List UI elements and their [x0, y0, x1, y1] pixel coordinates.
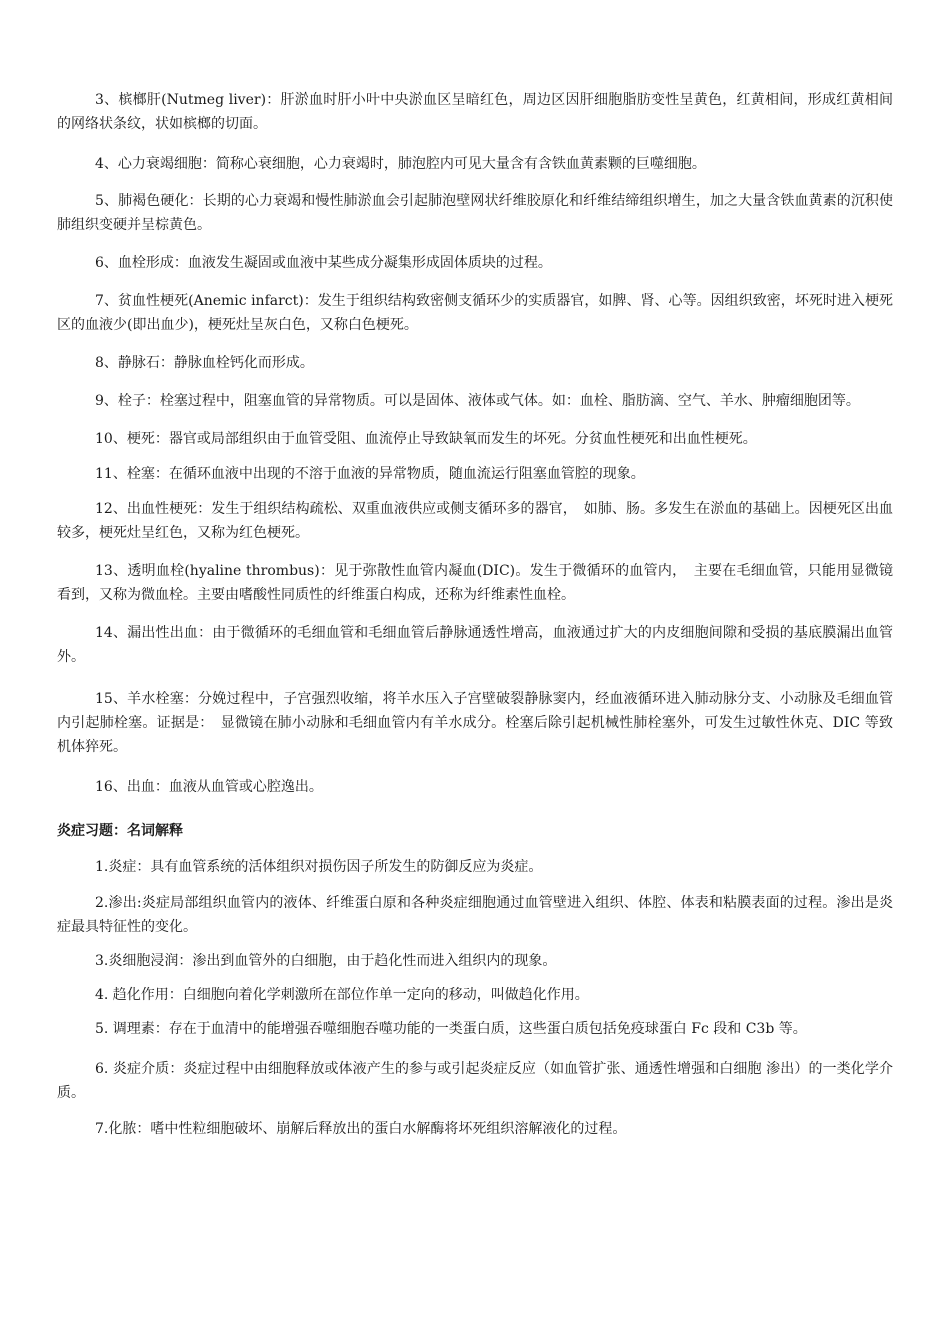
inflammation-item-5: 5. 调理素：存在于血清中的能增强吞噬细胞吞噬功能的一类蛋白质，这些蛋白质包括免疫球蛋白 Fc 段和 C3b 等。 — [95, 1021, 807, 1037]
paragraph-8: 8、静脉石：静脉血栓钙化而形成。 — [95, 355, 314, 371]
inflammation-item-4: 4. 趋化作用：白细胞向着化学刺激所在部位作单一定向的移动，叫做趋化作用。 — [95, 987, 589, 1003]
paragraph-10: 10、梗死：器官或局部组织由于血管受阻、血流停止导致缺氧而发生的坏死。分贫血性梗死和出血性梗死。 — [95, 431, 757, 447]
paragraph-6: 6、血栓形成：血液发生凝固或血液中某些成分凝集形成固体质块的过程。 — [95, 255, 552, 271]
paragraph-12: 12、出血性梗死：发生于组织结构疏松、双重血液供应或侧支循环多的器官， 如肺、肠。多发生在淤血的基础上。因梗死区出血较多，梗死灶呈红色，又称为红色梗死。 — [57, 501, 893, 541]
paragraph-13: 13、透明血栓(hyaline thrombus)：见于弥散性血管内凝血(DIC)。发生于微循环的血管内， 主要在毛细血管，只能用显微镜看到，又称为微血栓。主要由嗜酸性同质性的纤维蛋白构成，还称为纤维素性血栓。 — [57, 563, 893, 603]
inflammation-item-2: 2.渗出:炎症局部组织血管内的液体、纤维蛋白原和各种炎症细胞通过血管壁进入组织、体腔、体表和粘膜表面的过程。渗出是炎症最具特征性的变化。 — [57, 895, 893, 935]
paragraph-9: 9、栓子：栓塞过程中，阻塞血管的异常物质。可以是固体、液体或气体。如：血栓、脂肪滴、空气、羊水、肿瘤细胞团等。 — [95, 393, 860, 409]
paragraph-4: 4、心力衰竭细胞：简称心衰细胞，心力衰竭时，肺泡腔内可见大量含有含铁血黄素颗的巨噬细胞。 — [95, 156, 706, 172]
paragraph-15: 15、羊水栓塞：分娩过程中，子宫强烈收缩，将羊水压入子宫壁破裂静脉窦内，经血液循环进入肺动脉分支、小动脉及毛细血管内引起肺栓塞。证据是： 显微镜在肺小动脉和毛细血管内有羊水成分。栓塞后除引起机械性肺栓塞外，可发生过敏性休克、DIC 等致机体猝死。 — [57, 691, 893, 755]
inflammation-item-1: 1.炎症：具有血管系统的活体组织对损伤因子所发生的防御反应为炎症。 — [95, 859, 543, 875]
document-page — [57, 88, 893, 1141]
paragraph-7: 7、贫血性梗死(Anemic infarct)：发生于组织结构致密侧支循环少的实质器官，如脾、肾、心等。因组织致密，坏死时进入梗死区的血液少(即出血少)，梗死灶呈灰白色，又称白色梗死。 — [57, 293, 893, 333]
paragraph-5: 5、肺褐色硬化：长期的心力衰竭和慢性肺淤血会引起肺泡壁网状纤维胶原化和纤维结缔组织增生，加之大量含铁血黄素的沉积使肺组织变硬并呈棕黄色。 — [57, 193, 893, 233]
inflammation-item-6: 6. 炎症介质：炎症过程中由细胞释放或体液产生的参与或引起炎症反应（如血管扩张、通透性增强和白细胞 渗出）的一类化学介质。 — [57, 1061, 893, 1101]
paragraph-3: 3、槟榔肝(Nutmeg liver)：肝淤血时肝小叶中央淤血区呈暗红色，周边区因肝细胞脂肪变性呈黄色，红黄相间，形成红黄相间的网络状条纹，状如槟榔的切面。 — [57, 92, 893, 132]
paragraph-14: 14、漏出性出血：由于微循环的毛细血管和毛细血管后静脉通透性增高，血液通过扩大的内皮细胞间隙和受损的基底膜漏出血管外。 — [57, 625, 893, 665]
paragraph-11: 11、栓塞：在循环血液中出现的不溶于血液的异常物质，随血流运行阻塞血管腔的现象。 — [95, 466, 645, 482]
paragraph-16: 16、出血：血液从血管或心腔逸出。 — [95, 779, 323, 795]
inflammation-item-7: 7.化脓：嗜中性粒细胞破坏、崩解后释放出的蛋白水解酶将坏死组织溶解液化的过程。 — [95, 1121, 627, 1137]
inflammation-item-3: 3.炎细胞浸润：渗出到血管外的白细胞，由于趋化性而进入组织内的现象。 — [95, 953, 557, 969]
section-heading: 炎症习题：名词解释 — [57, 823, 183, 839]
